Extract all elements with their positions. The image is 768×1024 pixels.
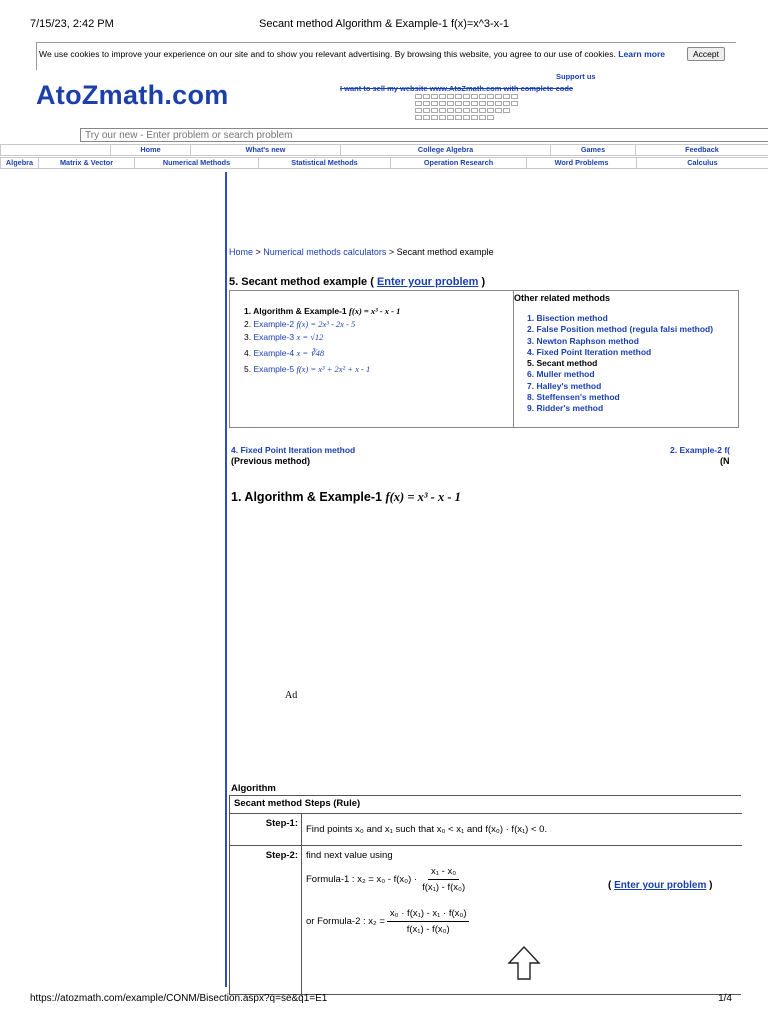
example-item[interactable] [244,347,400,360]
related-method-item[interactable]: 1. Bisection method [527,313,608,323]
cookie-text [39,49,665,59]
section-title-text: 5. Secant method example [229,276,368,288]
formula-2 [306,908,471,935]
enter-problem-link-2[interactable]: Enter your problem [614,880,707,891]
breadcrumb-calculators[interactable]: Numerical methods calculators [263,247,387,257]
example-formula: f(x) = 2x³ - 2x - 5 [296,319,356,329]
breadcrumb-sep: > [253,247,264,257]
enter-problem-link[interactable]: Enter your problem [376,276,479,288]
example-heading-text: 1. Algorithm & Example-1 [231,490,382,504]
nav-numerical-methods[interactable]: Numerical Methods [134,157,258,169]
algorithm-table [229,795,741,995]
top-nav [0,144,768,156]
step-1-text: Find points x₀ and x₁ such that x₀ < x₁ and f(x₀) · f(x₁) < 0. [306,824,548,835]
formula-1-numerator: x₁ - x₀ [428,866,459,880]
example-number: 5. [244,364,254,374]
related-methods-title: Other related methods [514,293,611,303]
example-formula: x = ∛48 [296,348,325,358]
nav-operation-research[interactable]: Operation Research [390,157,526,169]
related-method-item[interactable]: 4. Fixed Point Iteration method [527,346,652,357]
step-2-text: find next value using [306,850,393,861]
step-1-label: Step-1: [230,814,302,845]
formula-2-prefix: or Formula-2 : x₂ = [306,916,385,927]
nav-top-what-s-new[interactable]: What's new [190,144,340,156]
enter-problem-area [608,880,712,891]
previous-method-link[interactable]: 4. Fixed Point Iteration method [231,445,356,455]
example-item[interactable] [244,331,400,344]
step-1-row [230,814,742,846]
nav-word-problems[interactable]: Word Problems [526,157,636,169]
related-method-item[interactable]: 2. False Position method (regula falsi method) [527,324,714,335]
related-method-item: 5. Secant method [527,358,598,369]
example-label[interactable]: Example-2 [253,319,295,329]
example-formula: f(x) = x³ - x - 1 [349,306,401,316]
algorithm-header: Secant method Steps (Rule) [230,796,742,814]
breadcrumb-home[interactable]: Home [229,247,254,257]
nav-top-blank [0,144,110,156]
examples-list [244,305,400,376]
step-2-label: Step-2: [230,846,302,996]
formula-2-numerator: x₀ · f(x₁) - x₁ · f(x₀) [387,908,470,922]
nav-top-feedback[interactable]: Feedback [635,144,768,156]
related-method-item[interactable]: 3. Newton Raphson method [527,335,639,346]
ad-label: Ad [285,690,298,701]
example-heading-formula: f(x) = x³ - x - 1 [385,490,461,504]
nav-top-college-algebra[interactable]: College Algebra [340,144,550,156]
example-heading [231,490,461,505]
paren-close: ) [478,276,486,288]
formula-1-denominator: f(x₁) - f(x₀) [422,882,466,893]
paren-close: ) [706,880,713,891]
scroll-up-arrow-icon[interactable] [507,945,541,981]
example-number: 3. [244,332,254,342]
keyboard-icon[interactable] [415,94,521,126]
example-number: 1. [244,306,254,316]
site-logo[interactable]: AtoZmath.com [36,80,229,110]
learn-more-link[interactable]: Learn more [618,49,666,59]
breadcrumb [229,247,494,257]
formula-2-denominator: f(x₁) - f(x₀) [406,924,450,935]
example-label[interactable]: Example-3 [253,332,295,342]
example-formula: f(x) = x³ + 2x² + x - 1 [296,364,371,374]
nav-statistical-methods[interactable]: Statistical Methods [258,157,390,169]
examples-box [229,290,739,428]
examples-panel [230,291,514,427]
breadcrumb-sep: > [386,247,397,257]
cookie-bar [36,42,736,70]
related-method-item[interactable]: 9. Ridder's method [527,403,604,414]
step-2-row [230,846,742,996]
previous-method-label: (Previous method) [231,456,311,466]
example-formula: x = √12 [296,332,324,342]
example-item[interactable] [244,318,400,331]
nav-top-home[interactable]: Home [110,144,190,156]
print-url: https://atozmath.com/example/CONM/Bisection.aspx?q=se&q1=E1 [30,993,328,1004]
nav-calculus[interactable]: Calculus [636,157,768,169]
example-label: Algorithm & Example-1 [253,306,347,316]
example-item[interactable] [244,363,400,376]
content-divider [225,172,227,987]
related-method-item[interactable]: 6. Muller method [527,369,595,380]
sell-website-link[interactable]: I want to sell my website www.AtoZmath.com with complete code [340,84,574,93]
paren-open: ( [608,880,615,891]
search-input[interactable] [80,128,768,142]
nav-matrix-vector[interactable]: Matrix & Vector [38,157,134,169]
accept-cookies-button[interactable]: Accept [687,47,725,61]
related-method-item[interactable]: 7. Halley's method [527,380,602,391]
example-item [244,305,400,318]
formula-1-prefix: Formula-1 : x₂ = x₀ - f(x₀) · [306,874,418,885]
main-nav [0,157,768,169]
example-label[interactable]: Example-5 [253,364,295,374]
breadcrumb-current: Secant method example [396,247,494,257]
related-methods-list [527,313,713,415]
example-label[interactable]: Example-4 [253,348,295,358]
print-page-number: 1/4 [718,993,732,1004]
next-method-label: (N [720,456,730,466]
example-number: 2. [244,319,254,329]
example-number: 4. [244,348,254,358]
nav-top-games[interactable]: Games [550,144,635,156]
print-title: Secant method Algorithm & Example-1 f(x)=x^3-x-1 [258,18,509,30]
related-method-item[interactable]: 8. Steffensen's method [527,392,620,403]
formula-1 [306,866,470,893]
section-title [229,276,485,288]
next-method-link[interactable]: 2. Example-2 f( [670,445,730,455]
cookie-message: We use cookies to improve your experience on our site and to show you relevant advertising. By browsing this website, you agree to our use of cookies. [39,49,616,59]
algorithm-label: Algorithm [231,783,276,794]
support-us-link[interactable]: Support us [556,72,596,81]
paren-open: ( [367,276,377,288]
nav-algebra[interactable]: Algebra [0,157,38,169]
print-datetime: 7/15/23, 2:42 PM [30,18,114,30]
